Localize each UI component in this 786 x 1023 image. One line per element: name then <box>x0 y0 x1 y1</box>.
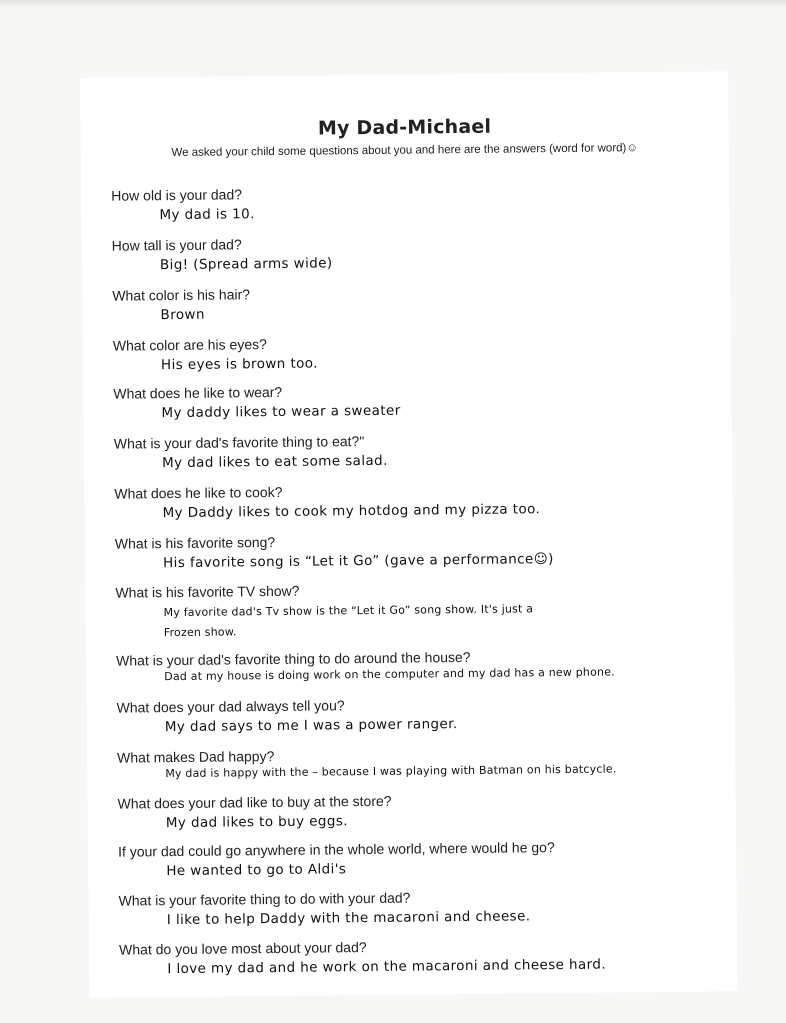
answer: My Daddy likes to cook my hotdog and my pizza too. <box>162 501 541 522</box>
qa-item-14 <box>118 837 728 880</box>
question: What does he like to wear? <box>113 383 283 402</box>
scanner-edge <box>0 0 786 8</box>
question: What makes Dad happy? <box>117 748 275 766</box>
qa-item-6 <box>114 429 724 472</box>
qa-item-12 <box>117 743 727 784</box>
page-subtitle: We asked your child some questions about you and here are the answers (word for word)☺ <box>171 142 639 160</box>
question: How tall is your dad? <box>111 236 242 254</box>
answer: His eyes is brown too. <box>160 355 318 374</box>
question: What color is his hair? <box>112 286 251 304</box>
answer: My dad likes to buy eggs. <box>165 813 349 832</box>
answer: His favorite song is “Let it Go” (gave a performance☺) <box>163 551 554 572</box>
answer: Brown <box>160 306 205 324</box>
question: What is your favorite thing to do with your dad? <box>118 889 411 909</box>
qa-item-3 <box>112 281 722 324</box>
answer: My favorite dad's Tv show is the “Let it Go” song show. It's just a <box>163 602 534 620</box>
qa-item-15 <box>119 886 729 929</box>
answer: Dad at my house is doing work on the computer and my dad has a new phone. <box>164 665 615 684</box>
answer: My dad likes to eat some salad. <box>161 452 388 472</box>
answer: My dad is happy with the – because I was playing with Batman on his batcycle. <box>165 762 617 781</box>
page-title: My Dad-Michael <box>317 115 492 140</box>
question: What does he like to cook? <box>114 483 283 502</box>
qa-item-5 <box>113 379 723 422</box>
question: What does your dad like to buy at the store? <box>117 792 392 812</box>
answer: He wanted to go to Aldi's <box>166 861 347 880</box>
question: What color are his eyes? <box>112 336 267 354</box>
qa-item-16 <box>119 935 729 978</box>
question: What do you love most about your dad? <box>119 939 367 958</box>
question: What is your dad's favorite thing to eat?" <box>113 433 365 452</box>
qa-item-9 <box>115 578 726 643</box>
answer: My dad is 10. <box>159 206 255 224</box>
question: What is your dad's favorite thing to do around the house? <box>116 648 471 669</box>
answer: I like to help Daddy with the macaroni and cheese. <box>166 908 531 929</box>
answer-continued: Frozen show. <box>163 625 237 640</box>
question: What does your dad always tell you? <box>116 697 345 716</box>
qa-item-7 <box>114 479 724 522</box>
question: What is his favorite TV show? <box>115 582 300 601</box>
qa-item-10 <box>116 646 726 687</box>
qa-item-8 <box>115 529 725 572</box>
question: How old is your dad? <box>111 186 243 204</box>
answer: My dad says to me I was a power ranger. <box>164 716 458 736</box>
qa-item-2 <box>112 231 722 274</box>
qa-item-4 <box>113 331 723 374</box>
qa-item-13 <box>118 789 728 832</box>
answer: Big! (Spread arms wide) <box>159 255 333 274</box>
question: If your dad could go anywhere in the whole world, where would he go? <box>118 839 555 860</box>
question: What is his favorite song? <box>114 533 276 552</box>
answer: I love my dad and he work on the macaroni and cheese hard. <box>167 956 607 978</box>
worksheet <box>80 71 738 998</box>
answer: My daddy likes to wear a sweater <box>161 402 401 422</box>
qa-item-11 <box>117 693 727 736</box>
qa-item-1 <box>111 181 721 224</box>
